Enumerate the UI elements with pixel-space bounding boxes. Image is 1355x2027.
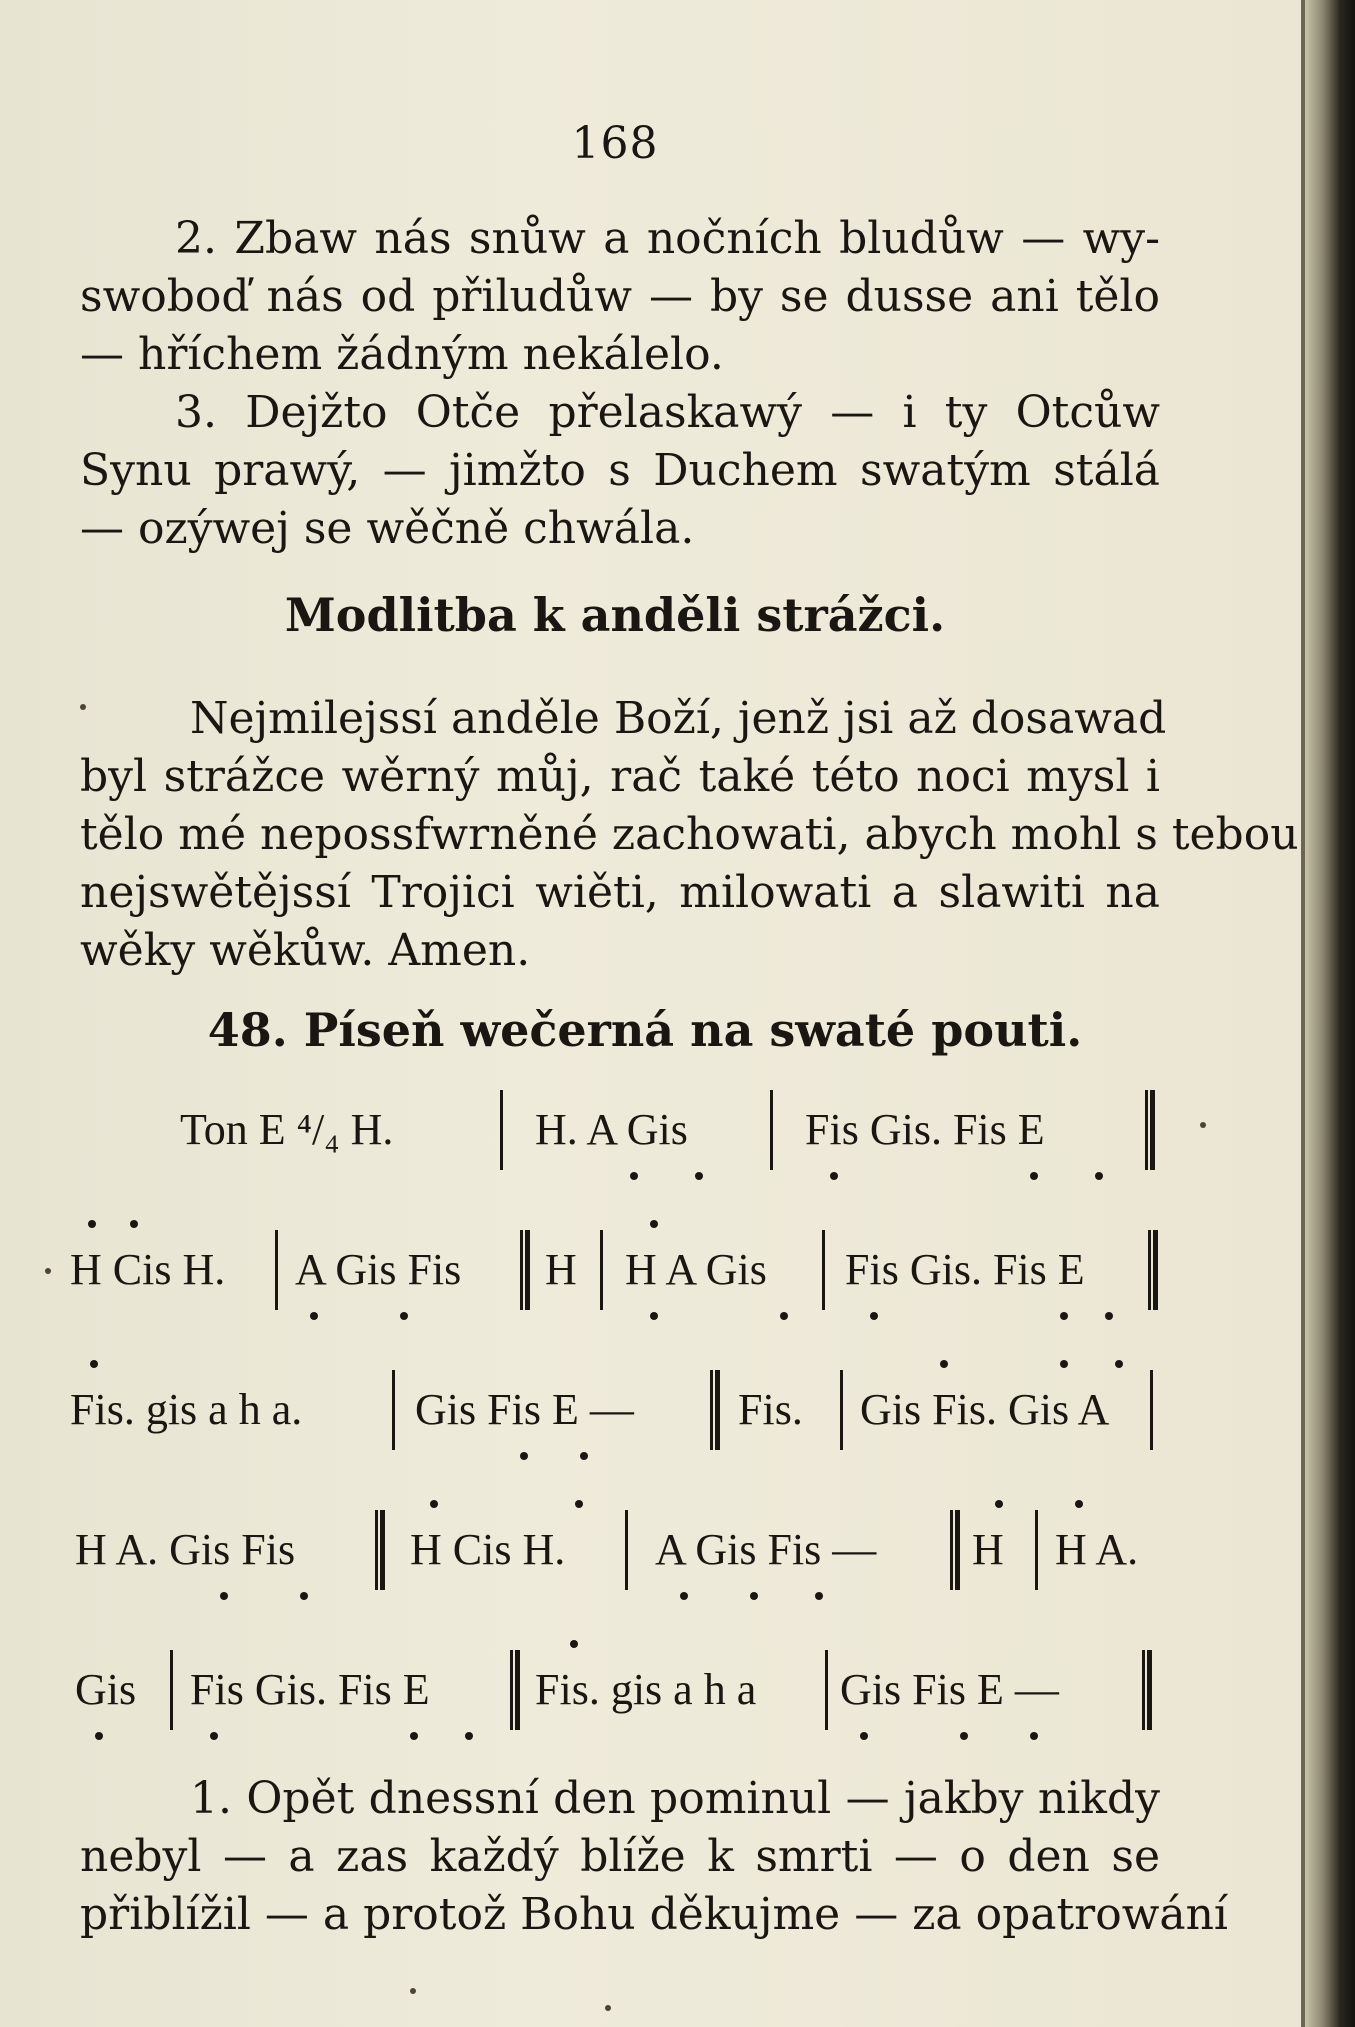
stanza-line: nebyl — a zas každý blíže k smrti — o den se <box>80 1831 1160 1882</box>
bar-line <box>770 1090 773 1170</box>
note-dot <box>220 1592 228 1600</box>
note-dot <box>575 1500 583 1508</box>
note-dot <box>1105 1312 1113 1320</box>
note-dot <box>130 1220 138 1228</box>
print-speck <box>410 1988 416 1994</box>
bar-line <box>825 1650 828 1730</box>
notation-cell: A Gis Fis <box>295 1245 462 1294</box>
note-dot <box>1060 1360 1068 1368</box>
double-bar-line <box>950 1510 960 1590</box>
note-dot <box>1095 1172 1103 1180</box>
prayer-text <box>80 690 1299 980</box>
prayer-line: nejswětějssí Trojici wiěti, milowati a slawiti na <box>80 867 1160 918</box>
notation-cell: Ton E ⁴/₄ H. <box>180 1105 394 1154</box>
notation-cell: Gis Fis E — <box>840 1665 1059 1714</box>
prayer-line: byl strážce wěrný můj, rač také této noci mysl i <box>80 751 1160 802</box>
notation-cell: Fis. <box>738 1385 803 1434</box>
notation-cell: A Gis Fis — <box>655 1525 877 1574</box>
note-dot <box>465 1732 473 1740</box>
stanza-line: — hříchem žádným nekálelo. <box>80 329 724 380</box>
note-dot <box>1030 1732 1038 1740</box>
note-dot <box>995 1500 1003 1508</box>
bar-line <box>1150 1370 1153 1450</box>
print-speck <box>605 2005 611 2011</box>
bar-line <box>170 1650 173 1730</box>
note-dot <box>695 1172 703 1180</box>
notation-cell: Fis Gis. Fis E <box>805 1105 1045 1154</box>
note-dot <box>860 1732 868 1740</box>
notation-cell: H A Gis <box>625 1245 767 1294</box>
note-dot <box>650 1220 658 1228</box>
note-dot <box>960 1732 968 1740</box>
note-dot <box>830 1172 838 1180</box>
note-dot <box>400 1312 408 1320</box>
stanza-line: 3. Dejžto Otče přelaskawý — i ty Otcůw <box>175 387 1160 438</box>
notation-cell: H Cis H. <box>410 1525 566 1574</box>
notation-cell: Fis Gis. Fis E <box>190 1665 430 1714</box>
bar-line <box>840 1370 843 1450</box>
note-dot <box>1030 1172 1038 1180</box>
notation-row-4 <box>70 1510 1170 1610</box>
double-bar-line <box>375 1510 385 1590</box>
notation-cell: Fis Gis. Fis E <box>845 1245 1085 1294</box>
notation-cell: Gis <box>75 1665 137 1714</box>
stanza-line: přiblížil — a protož Bohu děkujme — za opatrowání <box>80 1889 1228 1940</box>
note-dot <box>95 1732 103 1740</box>
bar-line <box>392 1370 395 1450</box>
print-speck <box>45 1268 51 1274</box>
bar-line <box>822 1230 825 1310</box>
notation-row-2 <box>70 1230 1170 1330</box>
note-dot <box>210 1732 218 1740</box>
page-number: 168 <box>571 118 659 169</box>
note-dot <box>750 1592 758 1600</box>
prayer-line: Nejmilejssí anděle Boží, jenž jsi až dosawad <box>190 693 1167 744</box>
notation-row-5 <box>70 1650 1170 1750</box>
note-dot <box>88 1220 96 1228</box>
note-dot <box>520 1452 528 1460</box>
notation-cell: Gis Fis E — <box>415 1385 634 1434</box>
notation-cell: Fis. gis a h a <box>535 1665 757 1714</box>
note-dot <box>300 1592 308 1600</box>
double-bar-line <box>520 1230 530 1310</box>
note-dot <box>815 1592 823 1600</box>
page-edge-shadow <box>1305 0 1355 2027</box>
stanza-line: — ozýwej se wěčně chwála. <box>80 503 695 554</box>
note-dot <box>680 1592 688 1600</box>
stanza-top <box>80 210 1160 558</box>
bar-line <box>1035 1510 1038 1590</box>
double-bar-line <box>1145 1090 1155 1170</box>
stanza-line: 2. Zbaw nás snůw a nočních bludůw — wy- <box>175 213 1160 264</box>
note-dot <box>1115 1360 1123 1368</box>
bar-line <box>275 1230 278 1310</box>
note-dot <box>780 1312 788 1320</box>
stanza-bottom <box>80 1770 1228 1944</box>
note-dot <box>1060 1312 1068 1320</box>
note-dot <box>410 1732 418 1740</box>
notation-cell: H. A Gis <box>535 1105 688 1154</box>
note-dot <box>630 1172 638 1180</box>
stanza-line: Synu prawý, — jimžto s Duchem swatým stálá <box>80 445 1160 496</box>
note-dot <box>940 1360 948 1368</box>
double-bar-line <box>1142 1650 1152 1730</box>
notation-cell: H Cis H. <box>70 1245 226 1294</box>
notation-cell: Gis Fis. Gis A <box>860 1385 1110 1434</box>
song-heading: 48. Píseň wečerná na swaté pouti. <box>207 1003 1083 1057</box>
notation-row-3 <box>70 1370 1170 1470</box>
stanza-line: swoboď nás od přiludůw — by se dusse ani tělo <box>80 271 1160 322</box>
note-dot <box>870 1312 878 1320</box>
double-bar-line <box>510 1650 520 1730</box>
notation-cell: Fis. gis a h a. <box>70 1385 303 1434</box>
note-dot <box>310 1312 318 1320</box>
stanza-line: 1. Opět dnessní den pominul — jakby nikdy <box>190 1773 1160 1824</box>
notation-cell: H A. <box>1055 1525 1139 1574</box>
notation-cell: H A. Gis Fis <box>75 1525 296 1574</box>
notation-cell: H <box>972 1525 1004 1574</box>
prayer-line: tělo mé nepossfwrněné zachowati, abych mohl s tebou <box>80 809 1299 860</box>
double-bar-line <box>710 1370 720 1450</box>
prayer-line: wěky wěkůw. Amen. <box>80 925 531 976</box>
note-dot <box>580 1452 588 1460</box>
print-speck <box>80 704 86 710</box>
bar-line <box>500 1090 503 1170</box>
bar-line <box>625 1510 628 1590</box>
note-dot <box>430 1500 438 1508</box>
bar-line <box>600 1230 603 1310</box>
notation-cell: H <box>545 1245 577 1294</box>
prayer-heading: Modlitba k anděli strážci. <box>284 588 946 642</box>
print-speck <box>1200 1122 1206 1128</box>
note-dot <box>570 1640 578 1648</box>
note-dot <box>650 1312 658 1320</box>
note-dot <box>90 1360 98 1368</box>
note-dot <box>1075 1500 1083 1508</box>
notation-row-1 <box>70 1090 1170 1190</box>
double-bar-line <box>1148 1230 1158 1310</box>
